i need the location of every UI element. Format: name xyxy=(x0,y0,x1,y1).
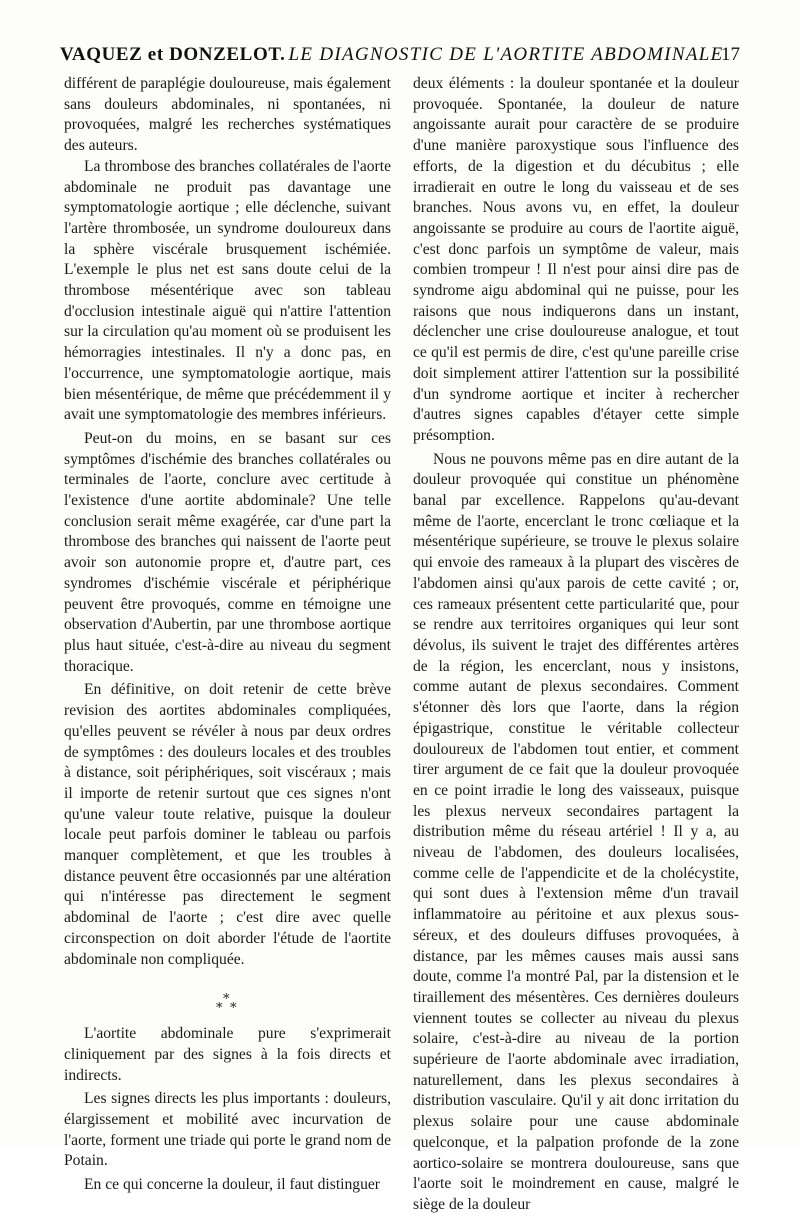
left-column xyxy=(64,74,391,1196)
paragraph: La thrombose des branches collatérales de l'aorte abdominale ne produit pas davantage une symptomatologie aortique ; elle déclenche, suivant l'artère thrombosée, un syndrome douloureux dans la sphère viscérale brusquement ischémiée. L'exemple le plus net est sans doute celui de la thrombose mésentérique avec son tableau d'occlusion intestinale aiguë qui n'attire l'attention sur la circulation qu'au moment où se produisent les hémorragies intestinales. Il n'y a donc pas, en l'occurrence, une symptomatologie aortique, mais bien mésentérique, de même que précédemment il y avait une symptomatologie des membres inférieurs. xyxy=(64,157,391,424)
separator-star: * xyxy=(223,992,230,1008)
paragraph: En ce qui concerne la douleur, il faut distinguer xyxy=(84,1176,380,1194)
paragraph: En définitive, on doit retenir de cette brève revision des aortites abdominales compliquées, qu'elles peuvent se révéler à nous par deux ordres de symptômes : des douleurs locales et des troubles à distance, soit périphériques, soit viscéraux ; mais il importe de retenir surtout que ces signes n'ont qu'une valeur toute relative, puisque la douleur locale peut parfois dominer le tableau ou parfois manquer complètement, et que les troubles à distance peuvent être occasionnés par une altération qui n'intéresse pas directement le segment abdominal de l'aorte ; c'est dire avec quelle circonspection on doit aborder l'étude de l'aortite abdominale non compliquée. xyxy=(64,681,391,968)
separator-star: * xyxy=(230,1001,237,1017)
paragraph: Nous ne pouvons même pas en dire autant de la douleur provoquée qui constitue un phénomène banal par excellence. Rappelons qu'au-devant même de l'aorte, encerclant le tronc cœliaque et la mésentérique supérieure, se trouve le plexus solaire qui envoie des rameaux à la plupart des viscères de l'abdomen ainsi qu'aux parois de cette cavité ; or, ces rameaux présentent cette particularité que, pour se rendre aux territoires organiques qui leur sont dévolus, ils suivent le trajet des différentes artères de la région, les encerclant, nous y insistons, comme autant de plexus secondaires. Comment s'étonner dès lors que l'aorte, dans la région épigastrique, constitue le véritable collecteur douloureux de l'abdomen tout entier, et comment tirer argument de ce fait que la douleur provoquée en ce point irradie le long des vaisseaux, puisque les plexus nerveux secondaires partagent la distribution même du réseau artériel ! Il y a, au niveau de l'abdomen, des douleurs localisées, comme celle de l'appendicite et de la cholécystite, qui sont dues à l'extension même d'un travail inflammatoire au péritoine et aux plexus sous-séreux, et des douleurs diffuses provoquées, à distance, par les mêmes causes mais aussi sans doute, comme l'a montré Pal, par la distension et le tiraillement des mésentères. Ces dernières douleurs viennent toutes se collecter au niveau du plexus solaire, c'est-à-dire au niveau de la portion supérieure de l'aorte abdominale avec irradiation, naturellement, dans les plexus secondaires à distribution vasculaire. Qu'il y ait donc irritation du plexus solaire pour une cause abdominale quelconque, et la palpation profonde de la zone aortico-solaire se montrera douloureuse, sans que l'aorte soit le moindrement en cause, malgré le siège de la douleur xyxy=(413,450,739,1213)
paragraph: Les signes directs les plus importants : douleurs, élargissement et mobilité avec incurvation de l'aorte, forment une triade qui porte le grand nom de Potain. xyxy=(64,1090,391,1170)
separator-star: * xyxy=(216,1001,223,1017)
paragraph: L'aortite abdominale pure s'exprimerait cliniquement par des signes à la fois directs et indirects. xyxy=(64,1025,391,1084)
header-authors: VAQUEZ et DONZELOT. xyxy=(60,44,286,65)
section-separator xyxy=(64,984,391,1024)
header-title: LE DIAGNOSTIC DE L'AORTITE ABDOMINALE xyxy=(288,44,724,65)
paragraph: Peut-on du moins, en se basant sur ces symptômes d'ischémie des branches collatérales ou terminales de l'aorte, conclure avec certitude à l'existence d'une aortite abdominale? Une telle conclusion serait même exagérée, car d'une part la thrombose des branches qui naissent de l'aorte peut avoir son autonomie propre et, d'autre part, ces syndromes d'ischémie viscérale et périphérique peuvent être provoqués, comme en témoigne une observation d'Aubertin, par une thrombose aortique plus haut située, c'est-à-dire au niveau du segment thoracique. xyxy=(64,429,391,675)
right-column xyxy=(413,74,739,1216)
paragraph: différent de paraplégie douloureuse, mais également sans douleurs abdominales, ni spontanées, ni provoquées, malgré les recherches systématiques des auteurs. xyxy=(64,75,391,155)
page-number: 17 xyxy=(721,44,740,65)
paragraph: deux éléments : la douleur spontanée et la douleur provoquée. Spontanée, la douleur de nature angoissante aurait pour caractère de se produire d'une manière paroxystique sous l'influence des efforts, de la digestion et du décubitus ; elle irradierait en outre le long du vaisseau et de ses branches. Nous avons vu, en effet, la douleur angoissante se produire au cours de l'aortite aiguë, c'est donc parfois un symptôme de valeur, mais combien trompeur ! Il n'est pour ainsi dire pas de syndrome aigu abdominal qui ne puisse, pour les raisons que nous indiquerons dans un instant, déclencher une crise douloureuse analogue, et tout ce qu'il est permis de dire, c'est qu'une pareille crise doit simplement attirer l'attention sur la possibilité d'un syndrome aortique et inciter à rechercher d'autres signes capables d'étayer cette simple présomption. xyxy=(413,75,739,444)
running-header xyxy=(60,43,740,67)
